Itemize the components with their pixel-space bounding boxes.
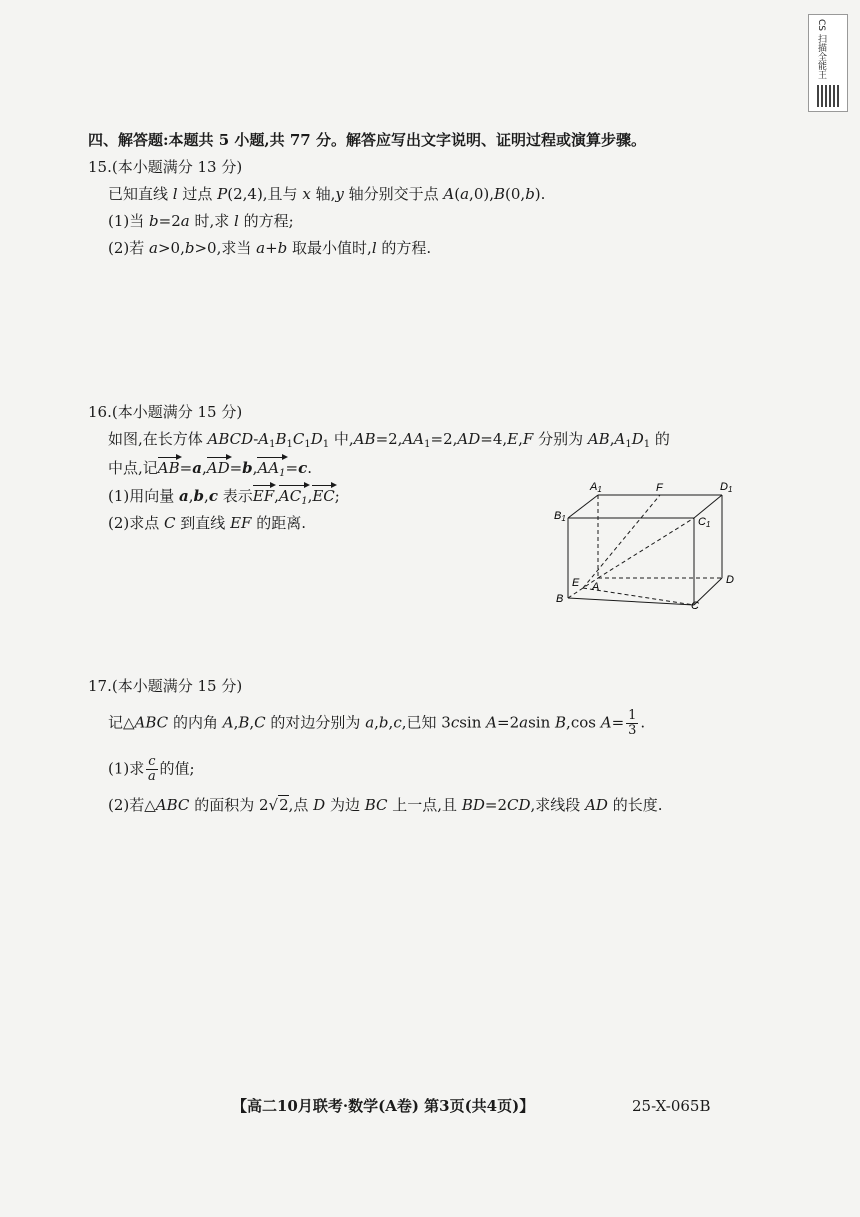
scanner-label: CS 扫描全能王 [816, 19, 826, 79]
cuboid-figure [548, 478, 748, 612]
q16-stem2: 中点,记$AB=a,AD=b,AA_1=c$. [108, 458, 312, 484]
fig-label-A1: A1 [590, 481, 602, 494]
q17-part1: (1)求 $\frac{c}{a}$ 的值; [108, 754, 195, 784]
q15-part2: (2)若 a>0,b>0,求当 a+b 取最小值时,l 的方程. [108, 239, 432, 257]
q16-stem: 如图,在长方体 ABCD-$A_1B_1C_1D_1$ 中$,AB=2,AA_1=2,AD=4,E,F$ 分别为 $AB,A_1D_1$ 的 [108, 430, 670, 450]
footer-code: 25-X-065B [632, 1097, 711, 1115]
fig-label-B1: B1 [554, 510, 566, 523]
q16-heading: 16.(本小题满分 15 分) [88, 403, 243, 421]
q17-part2: (2)若△ABC 的面积为 2√2,点 D 为边 BC 上一点,且 BD=2CD,求线段 AD 的长度. [108, 796, 663, 814]
q16-part1: (1)用向量 a,b,c 表示$EF,AC_1,EC$; [108, 486, 340, 512]
q17-heading: 17.(本小题满分 15 分) [88, 677, 243, 695]
q15-stem: 已知直线 l 过点 P(2,4),且与 x 轴,y 轴分别交于点 A(a,0),B(0,b). [108, 185, 546, 203]
footer-title: 【高二10月联考·数学(A卷) 第3页(共4页)】 [232, 1097, 535, 1115]
q17-stem: 记△ABC 的内角 A,B,C 的对边分别为 a,b,c,已知 3csin A=2asin B,cos A= $\frac{1}{3}$ . [108, 708, 646, 738]
fig-label-C: C [691, 600, 699, 612]
fig-label-D: D [726, 574, 734, 586]
q15-part1: (1)当 b=2a 时,求 l 的方程; [108, 212, 294, 230]
fig-label-C1: C1 [698, 516, 711, 529]
section-title: 四、解答题:本题共 5 小题,共 77 分。解答应写出文字说明、证明过程或演算步骤。 [88, 131, 646, 149]
fig-label-A: A [592, 581, 600, 593]
scanner-watermark [808, 14, 848, 112]
q16-part2: (2)求点 C 到直线 EF 的距离. [108, 514, 306, 532]
fig-label-D1: D1 [720, 481, 733, 494]
fig-label-E: E [572, 577, 580, 589]
q15-heading: 15.(本小题满分 13 分) [88, 158, 243, 176]
fig-label-F: F [656, 482, 663, 494]
fig-label-B: B [556, 593, 564, 605]
qr-code-icon [817, 85, 839, 107]
